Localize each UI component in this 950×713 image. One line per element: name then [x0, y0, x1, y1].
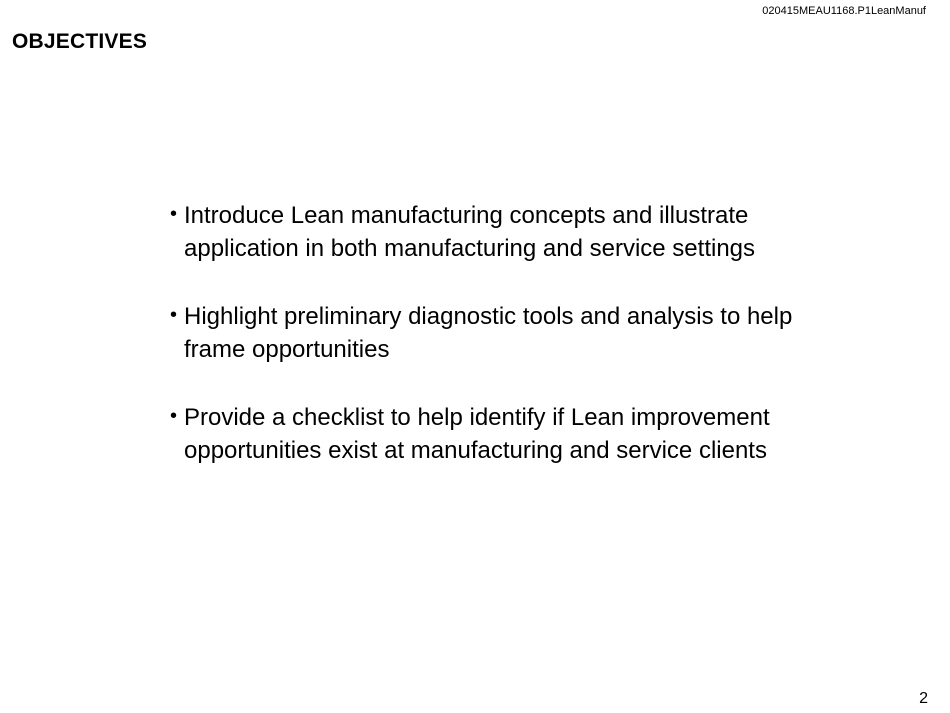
objective-text: Provide a checklist to help identify if Lean improvement opportunities exist at manufacturing and service clients	[184, 404, 770, 464]
bullet-icon: •	[170, 203, 178, 225]
objective-item	[168, 300, 828, 366]
objective-text: Introduce Lean manufacturing concepts and illustrate application in both manufacturing and service settings	[184, 202, 756, 262]
objective-item	[168, 401, 828, 467]
objective-text: Highlight preliminary diagnostic tools and analysis to help frame opportunities	[184, 303, 793, 363]
document-code: 020415MEAU1168.P1LeanManuf	[762, 5, 926, 17]
objective-item	[168, 199, 828, 265]
slide-title: OBJECTIVES	[12, 30, 148, 53]
bullet-icon: •	[170, 304, 178, 326]
objectives-list	[168, 199, 828, 502]
page-number: 2	[919, 690, 928, 707]
bullet-icon: •	[170, 405, 178, 427]
